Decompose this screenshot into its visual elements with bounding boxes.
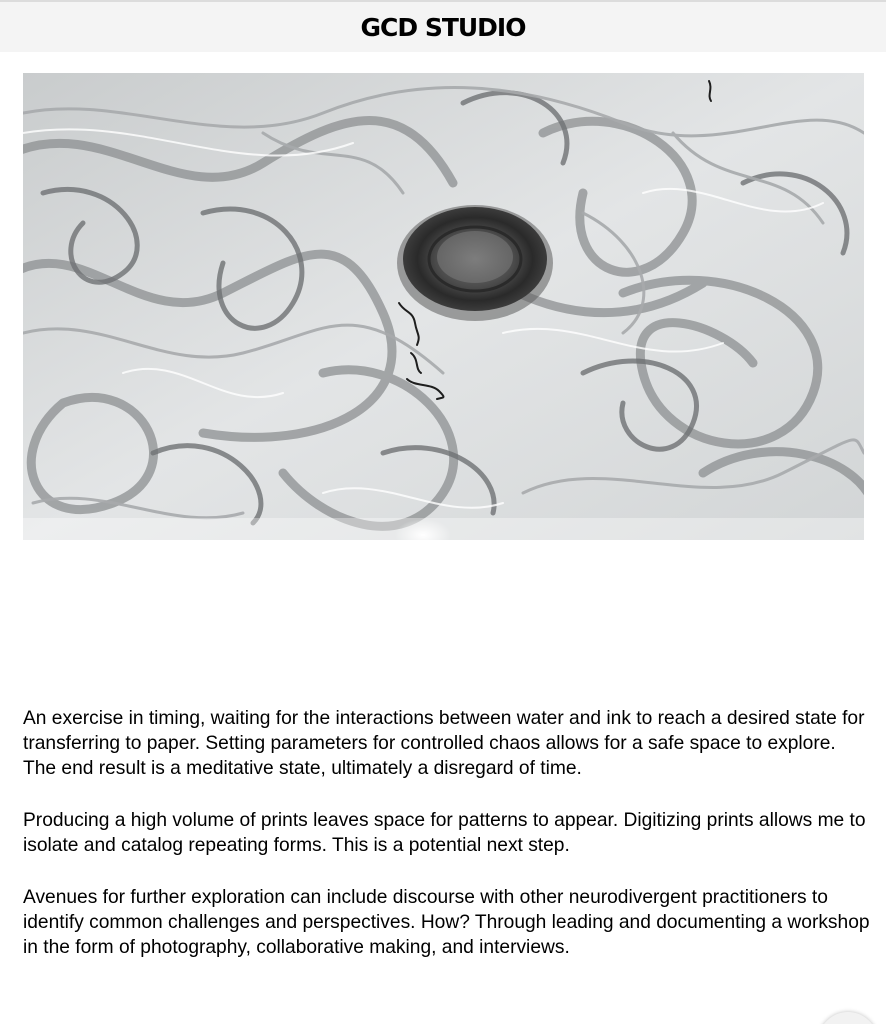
site-header	[0, 2, 886, 52]
article-body	[23, 706, 873, 987]
marbled-ink-photo	[23, 73, 864, 540]
site-title[interactable]: GCD STUDIO	[360, 12, 526, 42]
paragraph-3: Avenues for further exploration can include discourse with other neurodivergent practitioners to identify common challenges and perspectives. How? Through leading and documenting a workshop in the form of photography, collaborative making, and interviews.	[23, 887, 870, 958]
floating-action-button[interactable]	[818, 1012, 878, 1024]
drain-shape	[397, 205, 553, 321]
paragraph-1: An exercise in timing, waiting for the interactions between water and ink to reach a desired state for transferring to paper. Setting parameters for controlled chaos allows for a safe space to explore. The end result is a meditative state, ultimately a disregard of time.	[23, 708, 865, 779]
paragraph-2: Producing a high volume of prints leaves space for patterns to appear. Digitizing prints allows me to isolate and catalog repeating forms. This is a potential next step.	[23, 810, 866, 856]
marbled-ink-illustration	[23, 73, 864, 540]
